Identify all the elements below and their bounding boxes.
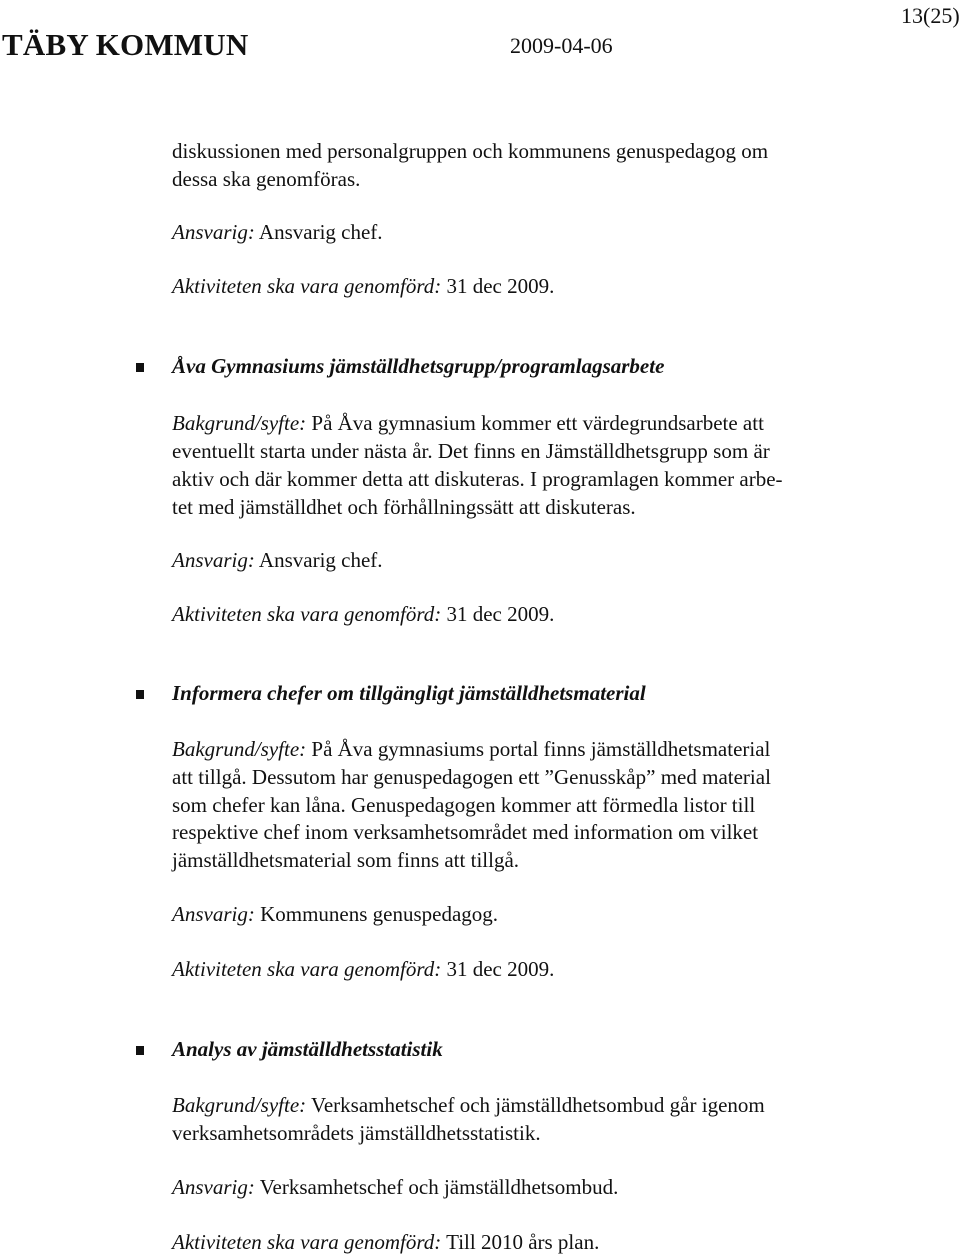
ansvarig-label: Ansvarig: (172, 220, 255, 244)
bakgrund-line: eventuellt starta under nästa år. Det finns en Jämställdhetsgrupp som är (172, 439, 770, 463)
bakgrund-text: På Åva gymnasium kommer ett värdegrundsarbete att (306, 411, 764, 435)
aktivitet-line (172, 955, 554, 983)
aktivitet-label: Aktiviteten ska vara genomförd: (172, 957, 442, 981)
bakgrund-line (172, 1091, 765, 1119)
ansvarig-label: Ansvarig: (172, 1175, 255, 1199)
item-heading: Analys av jämställdhetsstatistik (172, 1037, 443, 1061)
bakgrund-label: Bakgrund/syfte: (172, 411, 307, 435)
aktivitet-value: 31 dec 2009. (441, 274, 555, 298)
paragraph-line: dessa ska genomföras. (172, 167, 361, 191)
aktivitet-value: Till 2010 års plan. (441, 1230, 600, 1254)
item-heading: Åva Gymnasiums jämställdhetsgrupp/programlagsarbete (172, 354, 665, 378)
bakgrund-line (172, 735, 770, 763)
item-heading: Informera chefer om tillgängligt jämställdhetsmaterial (172, 681, 646, 705)
bakgrund-text: På Åva gymnasiums portal finns jämställdhetsmaterial (306, 737, 771, 761)
aktivitet-label: Aktiviteten ska vara genomförd: (172, 602, 442, 626)
bakgrund-label: Bakgrund/syfte: (172, 1093, 307, 1117)
ansvarig-line (172, 546, 383, 574)
aktivitet-label: Aktiviteten ska vara genomförd: (172, 274, 442, 298)
ansvarig-line (172, 900, 498, 928)
aktivitet-line (172, 272, 554, 300)
bakgrund-line: som chefer kan låna. Genuspedagogen kommer att förmedla listor till (172, 793, 756, 817)
aktivitet-line (172, 600, 554, 628)
paragraph-line: diskussionen med personalgruppen och kommunens genuspedagog om (172, 139, 769, 163)
ansvarig-value: Kommunens genuspedagog. (254, 902, 499, 926)
bullet-marker (136, 363, 144, 372)
aktivitet-label: Aktiviteten ska vara genomförd: (172, 1230, 442, 1254)
bakgrund-line: tet med jämställdhet och förhållningssätt att diskuteras. (172, 495, 636, 519)
ansvarig-line (172, 218, 383, 246)
bakgrund-line: aktiv och där kommer detta att diskuteras. I programlagen kommer arbe- (172, 467, 783, 491)
aktivitet-value: 31 dec 2009. (441, 602, 555, 626)
aktivitet-value: 31 dec 2009. (441, 957, 555, 981)
ansvarig-label: Ansvarig: (172, 902, 255, 926)
bakgrund-line: respektive chef inom verksamhetsområdet med information om vilket (172, 820, 759, 844)
bakgrund-line: verksamhetsområdets jämställdhetsstatistik. (172, 1121, 541, 1145)
ansvarig-value: Ansvarig chef. (254, 220, 383, 244)
ansvarig-value: Ansvarig chef. (254, 548, 383, 572)
document-date: 2009-04-06 (510, 33, 613, 58)
organization-name: TÄBY KOMMUN (2, 27, 249, 62)
ansvarig-value: Verksamhetschef och jämställdhetsombud. (254, 1175, 619, 1199)
page-number: 13(25) (901, 3, 960, 28)
bakgrund-text: Verksamhetschef och jämställdhetsombud går igenom (306, 1093, 765, 1117)
aktivitet-line (172, 1228, 599, 1256)
bakgrund-line: att tillgå. Dessutom har genuspedagogen ett ”Genusskåp” med material (172, 765, 771, 789)
bakgrund-line (172, 409, 764, 437)
bakgrund-line: jämställdhetsmaterial som finns att tillgå. (172, 848, 520, 872)
bakgrund-label: Bakgrund/syfte: (172, 737, 307, 761)
ansvarig-line (172, 1173, 618, 1201)
bullet-marker (136, 1046, 144, 1055)
bullet-marker (136, 690, 144, 699)
ansvarig-label: Ansvarig: (172, 548, 255, 572)
